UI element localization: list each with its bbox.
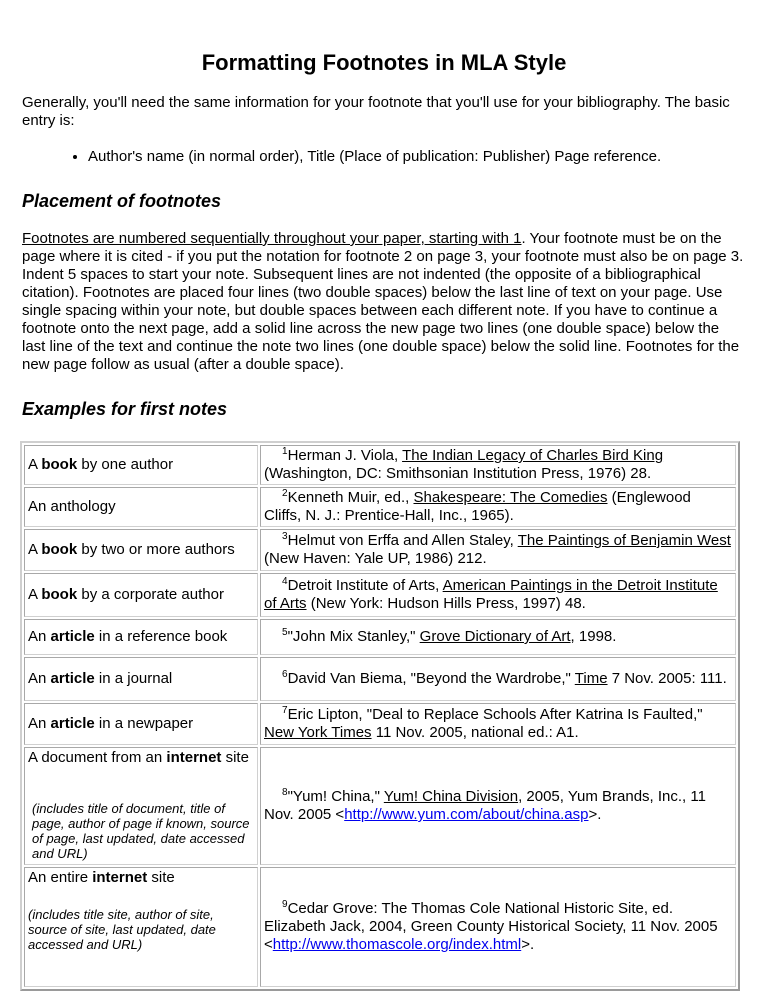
table-row [24,445,736,485]
footnote-number: 2 [282,488,288,499]
text-segment: An anthology [28,498,116,515]
text-segment: 7 Nov. 2005: 111. [607,670,727,687]
url-link[interactable]: http://www.yum.com/about/china.asp [344,806,589,823]
url-link[interactable]: http://www.thomascole.org/index.html [272,936,522,953]
source-title: New York Times [264,724,372,741]
text-segment: book [41,541,78,558]
text-segment: , 1998. [570,628,617,645]
text-segment: , 2005, Yum Brands, Inc., 11 Nov. 2005 < [264,788,706,823]
text-segment: book [41,456,78,473]
table-row [24,867,736,987]
table-row [24,529,736,571]
source-type-label [28,869,254,887]
placement-paragraph [22,230,746,374]
text-segment: A [28,586,42,603]
source-title: The Indian Legacy of Charles Bird King [402,447,664,464]
table-row [24,487,736,527]
placement-text: . Your footnote must be on the page where it is cited - if you put the notation for footnote 2 on page 3, your footnote must also be on page 3. Indent 5 spaces to start your note. Subsequent lines are not indented (the opposite of a bibliographical citation). Footnotes are placed four lines (two double spaces) below the last line of text on your page. Use single spacing within your note, but double spaces between each different note. If you have to continue a footnote onto the next page, add a solid line across the new page two lines (one double space) below the last line of the text and continue the note two lines (one double space) below the solid line. Footnotes for the new page follow as usual (after a double space). [22,230,744,373]
source-type-label [28,586,254,604]
footnote-example-cell [260,703,736,745]
source-type-label [28,749,254,767]
basic-entry-item: • Author's name (in normal order), Title (Place of publication: Publisher) Page reference. [88,148,746,166]
text-segment: internet [92,869,148,886]
text-segment: internet [166,749,222,766]
basic-entry-list [22,148,746,166]
text-segment: >. [588,806,602,823]
source-title: Time [574,670,608,687]
text-segment: Cedar Grove: The Thomas Cole National Historic Site, ed. Elizabeth Jack, 2004, Green County Historical Society, 11 Nov. 2005 < [264,900,718,953]
text-segment: A [28,541,42,558]
footnote-example-cell [260,867,736,987]
footnote-number: 6 [282,669,288,680]
text-segment: An [28,628,51,645]
source-type-label [28,670,254,688]
source-type-label [28,541,254,559]
text-segment: by one author [77,456,174,473]
source-type-label [28,498,254,516]
page-title: Formatting Footnotes in MLA Style [201,50,567,75]
footnote-example-cell [260,619,736,655]
footnote-number: 8 [282,787,288,798]
text-segment: by two or more authors [77,541,235,558]
placement-heading: Placement of footnotes [22,191,222,211]
source-type-cell [24,529,258,571]
source-type-cell [24,619,258,655]
text-segment: >. [521,936,535,953]
text-segment: by a corporate author [77,586,224,603]
source-type-cell [24,573,258,617]
source-title: Shakespeare: The Comedies [413,489,608,506]
table-row [24,747,736,865]
text-segment: book [41,586,78,603]
text-segment: in a newpaper [94,715,194,732]
source-type-note: (includes title of document, title of page, author of page if known, source of page, last updated, date accessed and URL) [32,801,250,861]
footnote-number: 1 [282,446,288,457]
footnote-number: 4 [282,576,288,587]
footnote-example-cell [260,445,736,485]
source-type-note: (includes title site, author of site, source of site, last updated, date accessed and URL) [28,907,216,952]
footnote-example-cell [260,747,736,865]
text-segment: Herman J. Viola, [287,447,403,464]
source-type-label [28,456,254,474]
source-type-label [28,715,254,733]
table-row [24,619,736,655]
footnote-example-cell [260,487,736,527]
text-segment: An [28,670,51,687]
text-segment: "John Mix Stanley," [287,628,420,645]
text-segment: A document from an [28,749,167,766]
footnote-number: 9 [282,899,288,910]
text-segment: article [50,628,95,645]
text-segment: An entire [28,869,93,886]
text-segment: in a reference book [94,628,228,645]
text-segment: Detroit Institute of Arts, [287,577,443,594]
source-title: Grove Dictionary of Art [419,628,571,645]
table-row [24,703,736,745]
source-type-label [28,628,254,646]
footnote-number: 7 [282,705,288,716]
text-segment: Eric Lipton, "Deal to Replace Schools After Katrina Is Faulted," [287,706,703,723]
text-segment: article [50,670,95,687]
text-segment: (Englewood Cliffs, N. J.: Prentice-Hall, Inc., 1965). [264,489,691,524]
source-type-cell [24,445,258,485]
footnote-number: 5 [282,627,288,638]
text-segment: David Van Biema, "Beyond the Wardrobe," [287,670,575,687]
source-title: The Paintings of Benjamin West [517,532,731,549]
intro-paragraph: Generally, you'll need the same information for your footnote that you'll use for your bibliography. The basic entry is: [22,94,730,129]
text-segment: site [221,749,249,766]
text-segment: (New York: Hudson Hills Press, 1997) 48. [306,595,586,612]
text-segment: An [28,715,51,732]
footnote-example-cell [260,529,736,571]
footnote-example-cell [260,573,736,617]
footnote-example-cell [260,657,736,701]
source-title: Yum! China Division [383,788,519,805]
table-row [24,657,736,701]
text-segment: A [28,456,42,473]
text-segment: in a journal [94,670,173,687]
source-type-cell [24,487,258,527]
table-row [24,573,736,617]
source-type-cell [24,703,258,745]
examples-table [20,441,740,991]
text-segment: Helmut von Erffa and Allen Staley, [287,532,518,549]
source-type-cell [24,657,258,701]
text-segment: "Yum! China," [287,788,384,805]
footnote-number: 3 [282,531,288,542]
source-title: American Paintings in the Detroit Institute of Arts [264,577,718,612]
placement-underlined-text: Footnotes are numbered sequentially throughout your paper, starting with 1 [22,230,522,247]
text-segment: (New Haven: Yale UP, 1986) 212. [264,550,487,567]
text-segment: site [147,869,175,886]
source-type-cell [24,747,258,865]
text-segment: Kenneth Muir, ed., [287,489,414,506]
examples-heading: Examples for first notes [22,399,228,419]
text-segment: (Washington, DC: Smithsonian Institution Press, 1976) 28. [264,465,652,482]
source-type-cell [24,867,258,987]
text-segment: article [50,715,95,732]
text-segment: 11 Nov. 2005, national ed.: A1. [371,724,579,741]
